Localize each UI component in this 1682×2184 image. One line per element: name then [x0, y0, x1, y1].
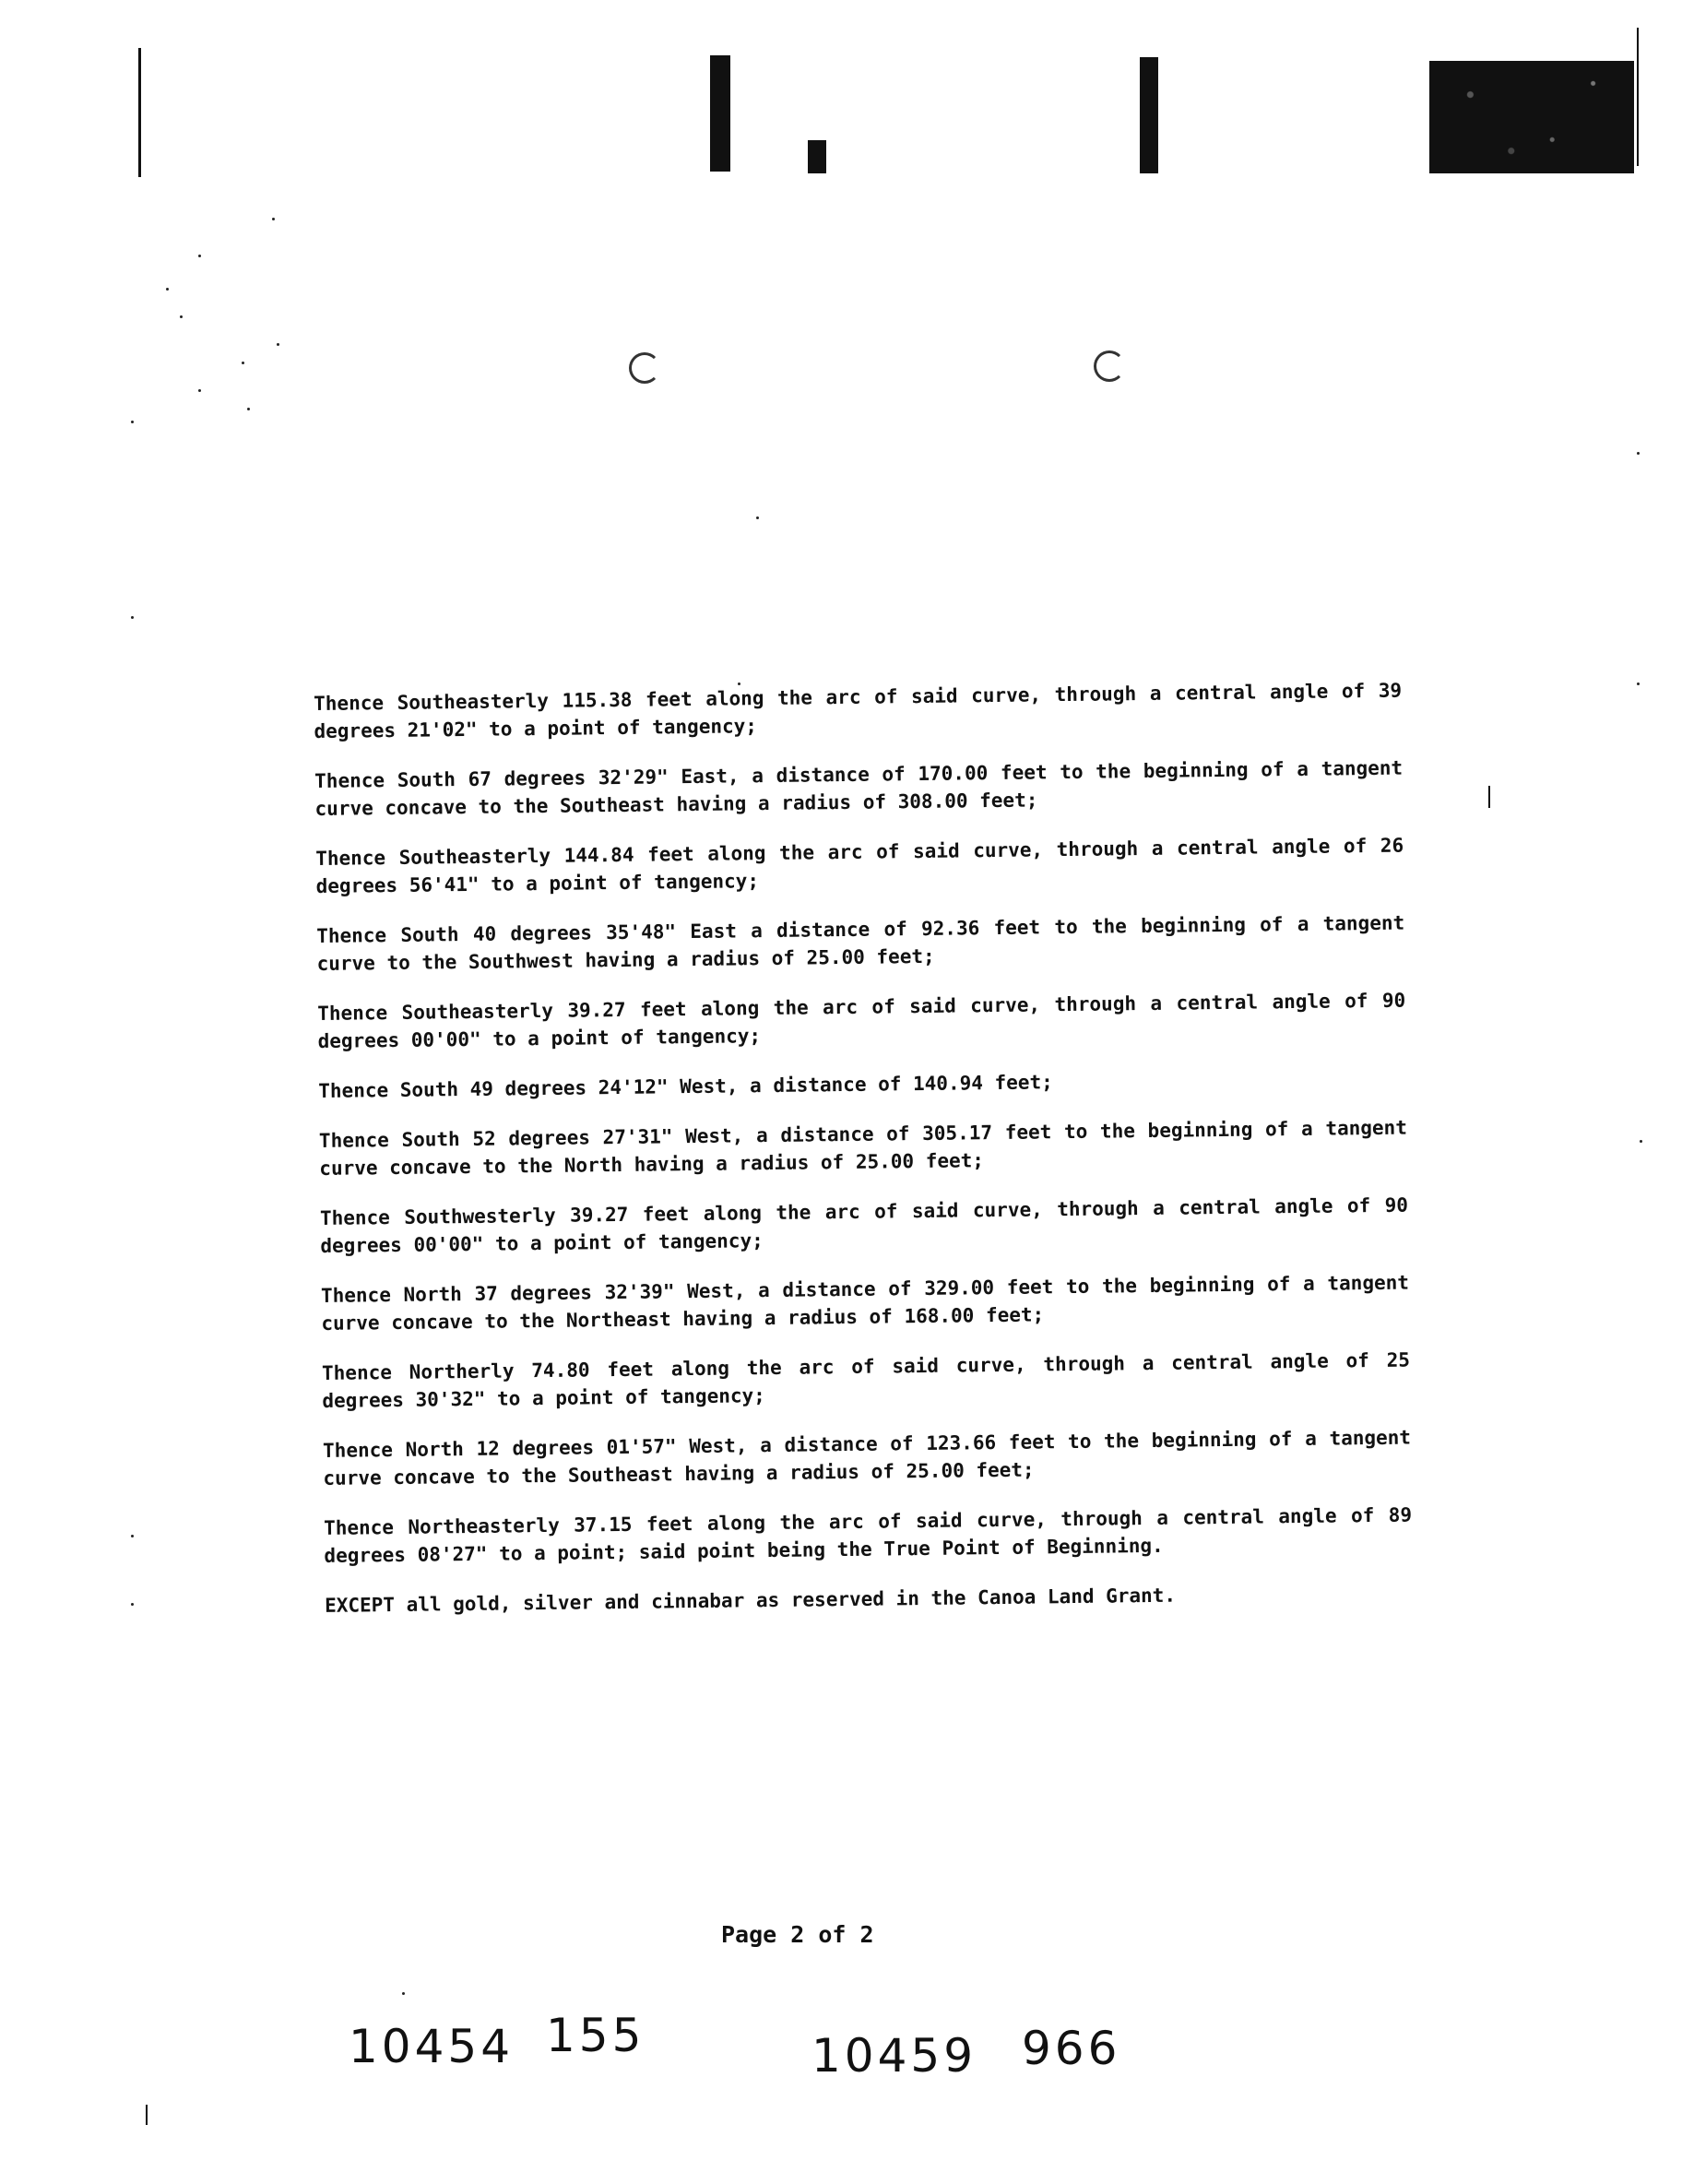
speck — [1640, 1140, 1642, 1143]
speck — [1637, 452, 1640, 455]
speck — [180, 315, 183, 318]
paragraph: Thence South 52 degrees 27'31" West, a distance of 305.17 feet to the beginning of a tangent curve concave to the North having a radius of 25.00 feet; — [318, 1116, 1419, 1180]
paragraph: Thence Southeasterly 115.38 feet along the arc of said curve, through a central angle of 39 degrees 21'02" to a point of tangency; — [314, 679, 1414, 742]
paragraph: Thence North 37 degrees 32'39" West, a distance of 329.00 feet to the beginning of a tangent curve concave to the Northeast having a radius of 168.00 feet; — [320, 1271, 1421, 1335]
speck — [402, 1992, 405, 1995]
paragraph: Thence South 40 degrees 35'48" East a distance of 92.36 feet to the beginning of a tangent curve to the Southwest having a radius of 25.00 feet; — [316, 911, 1416, 975]
speck — [277, 343, 279, 346]
legal-description — [314, 677, 1424, 1642]
punch-hole-mark-left — [629, 352, 660, 384]
speck — [272, 218, 275, 220]
recording-page-right: 966 — [1022, 2022, 1121, 2075]
recording-number-right: 10459 — [811, 2029, 977, 2083]
scan-edge-mark-left — [138, 48, 141, 177]
page-number: Page 2 of 2 — [721, 1921, 874, 1948]
speck — [198, 389, 201, 392]
recording-number-left: 10454 — [349, 2020, 515, 2073]
speck — [242, 362, 244, 364]
paragraph: Thence Southeasterly 144.84 feet along the arc of said curve, through a central angle of 26 degrees 56'41" to a point of tangency; — [315, 834, 1415, 897]
paragraph: Thence Northerly 74.80 feet along the arc of said curve, through a central angle of 25 degrees 30'32" to a point of tangency; — [321, 1348, 1422, 1412]
speck — [131, 1535, 134, 1537]
punch-hole-mark-right — [1094, 350, 1125, 382]
paragraph: Thence Southwesterly 39.27 feet along the arc of said curve, through a central angle of 90 degrees 00'00" to a point of tangency; — [319, 1193, 1420, 1257]
paragraph: Thence South 49 degrees 24'12" West, a distance of 140.94 feet; — [318, 1071, 1053, 1102]
speck — [756, 516, 759, 519]
scan-bar-2 — [808, 140, 826, 173]
speck — [198, 255, 201, 257]
scan-edge-mark-right — [1637, 28, 1639, 166]
paragraph: Thence Southeasterly 39.27 feet along the arc of said curve, through a central angle of 90 degrees 00'00" to a point of tangency; — [317, 989, 1418, 1052]
exception-paragraph: EXCEPT all gold, silver and cinnabar as reserved in the Canoa Land Grant. — [324, 1584, 1177, 1617]
speck — [131, 1603, 134, 1606]
scan-bar-3 — [1140, 57, 1158, 173]
speck — [166, 288, 169, 291]
recording-page-left: 155 — [546, 2009, 646, 2062]
paragraph: Thence North 12 degrees 01'57" West, a distance of 123.66 feet to the beginning of a tangent curve concave to the Southeast having a radius of 25.00 feet; — [322, 1426, 1423, 1490]
speck — [247, 408, 250, 410]
scan-noise-patch — [1429, 61, 1634, 173]
scan-edge-mark-right-small — [1488, 786, 1490, 808]
speck — [131, 616, 134, 619]
speck — [1637, 682, 1640, 685]
scan-bar-1 — [710, 55, 730, 172]
paragraph: Thence South 67 degrees 32'29" East, a distance of 170.00 feet to the beginning of a tangent curve concave to the Southeast having a radius of 308.00 feet; — [314, 756, 1415, 820]
paragraph: Thence Northeasterly 37.15 feet along the arc of said curve, through a central angle of 89 degrees 08'27" to a point; said point being the True Point of Beginning. — [323, 1503, 1424, 1567]
speck — [131, 421, 134, 423]
scan-edge-mark-bottom — [146, 2105, 148, 2125]
